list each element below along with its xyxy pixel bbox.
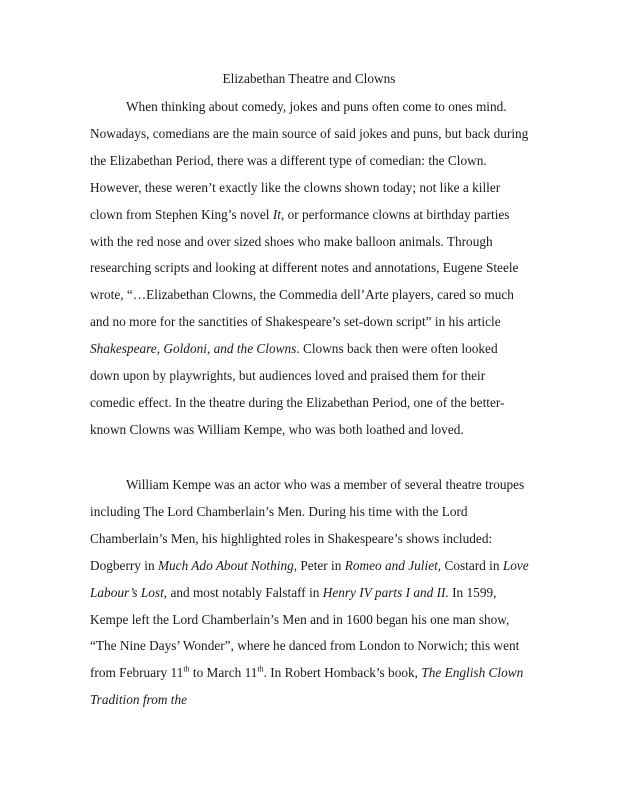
ordinal-suffix: th (183, 664, 190, 674)
paragraph-2-text-a: William Kempe was an actor who was a member of several theatre troupes including The Lord Chamberlain’s Men. During his time with the Lord Chamberlain’s Men, his highlighted roles in Shakespeare’s shows included: Dogberry in (90, 477, 525, 573)
play-title-much-ado: Much Ado About Nothing (157, 557, 294, 573)
paragraph-2 (90, 472, 530, 714)
play-title-romeo-juliet: Romeo and Juliet (344, 557, 438, 573)
article-title: Shakespeare, Goldoni, and the Clowns (90, 341, 297, 357)
paragraph-1-text-c: . Clowns back then were often looked down upon by playwrights, but audiences loved and praised them for their comedic effect. In the theatre during the Elizabethan Period, one of the better-known Clowns was William Kempe, who was both loathed and loved. (90, 341, 505, 437)
paragraph-2-text-b: , Peter in (293, 557, 345, 573)
novel-title-it: It (272, 206, 281, 222)
paragraph-1-text-b: , or performance clowns at birthday parties with the red nose and over sized shoes who make balloon animals. Through researching scripts and looking at different notes and annotations, Eugene Steele wrote, “…Elizabethan Clowns, the Commedia dell’Arte players, cared so much and no more for the sanctities of Shakespeare’s set-down script” in his article (90, 206, 519, 330)
page-title: Elizabethan Theatre and Clowns (222, 71, 396, 86)
paragraph-2-text-f: to March 11 (189, 665, 258, 681)
paragraph-1-text-a: When thinking about comedy, jokes and puns often come to ones mind. Nowadays, comedians are the main source of said jokes and puns, but back during the Elizabethan Period, there was a different type of comedian: the Clown. However, these weren’t exactly like the clowns shown today; not like a killer clown from Stephen King’s novel (90, 99, 529, 222)
play-title-henry-iv: Henry IV parts I and II. (322, 584, 449, 600)
paragraph-2-text-g: . In Robert Homback’s book, (263, 665, 422, 681)
paragraph-2-text-e: In 1599, Kempe left the Lord Chamberlain’s Men and in 1600 began his one man show, “The Nine Days’ Wonder”, where he danced from London to Norwich; this went from February 11 (90, 584, 520, 681)
paragraph-1 (90, 94, 530, 444)
book-title: The English Clown Tradition from the (90, 665, 524, 708)
paragraph-2-text-c: , Costard in (437, 557, 503, 573)
paragraph-2-text-d: , and most notably Falstaff in (163, 584, 323, 600)
ordinal-suffix: th (257, 664, 264, 674)
play-title-love-labours-lost: Love Labour’s Lost (90, 557, 529, 600)
